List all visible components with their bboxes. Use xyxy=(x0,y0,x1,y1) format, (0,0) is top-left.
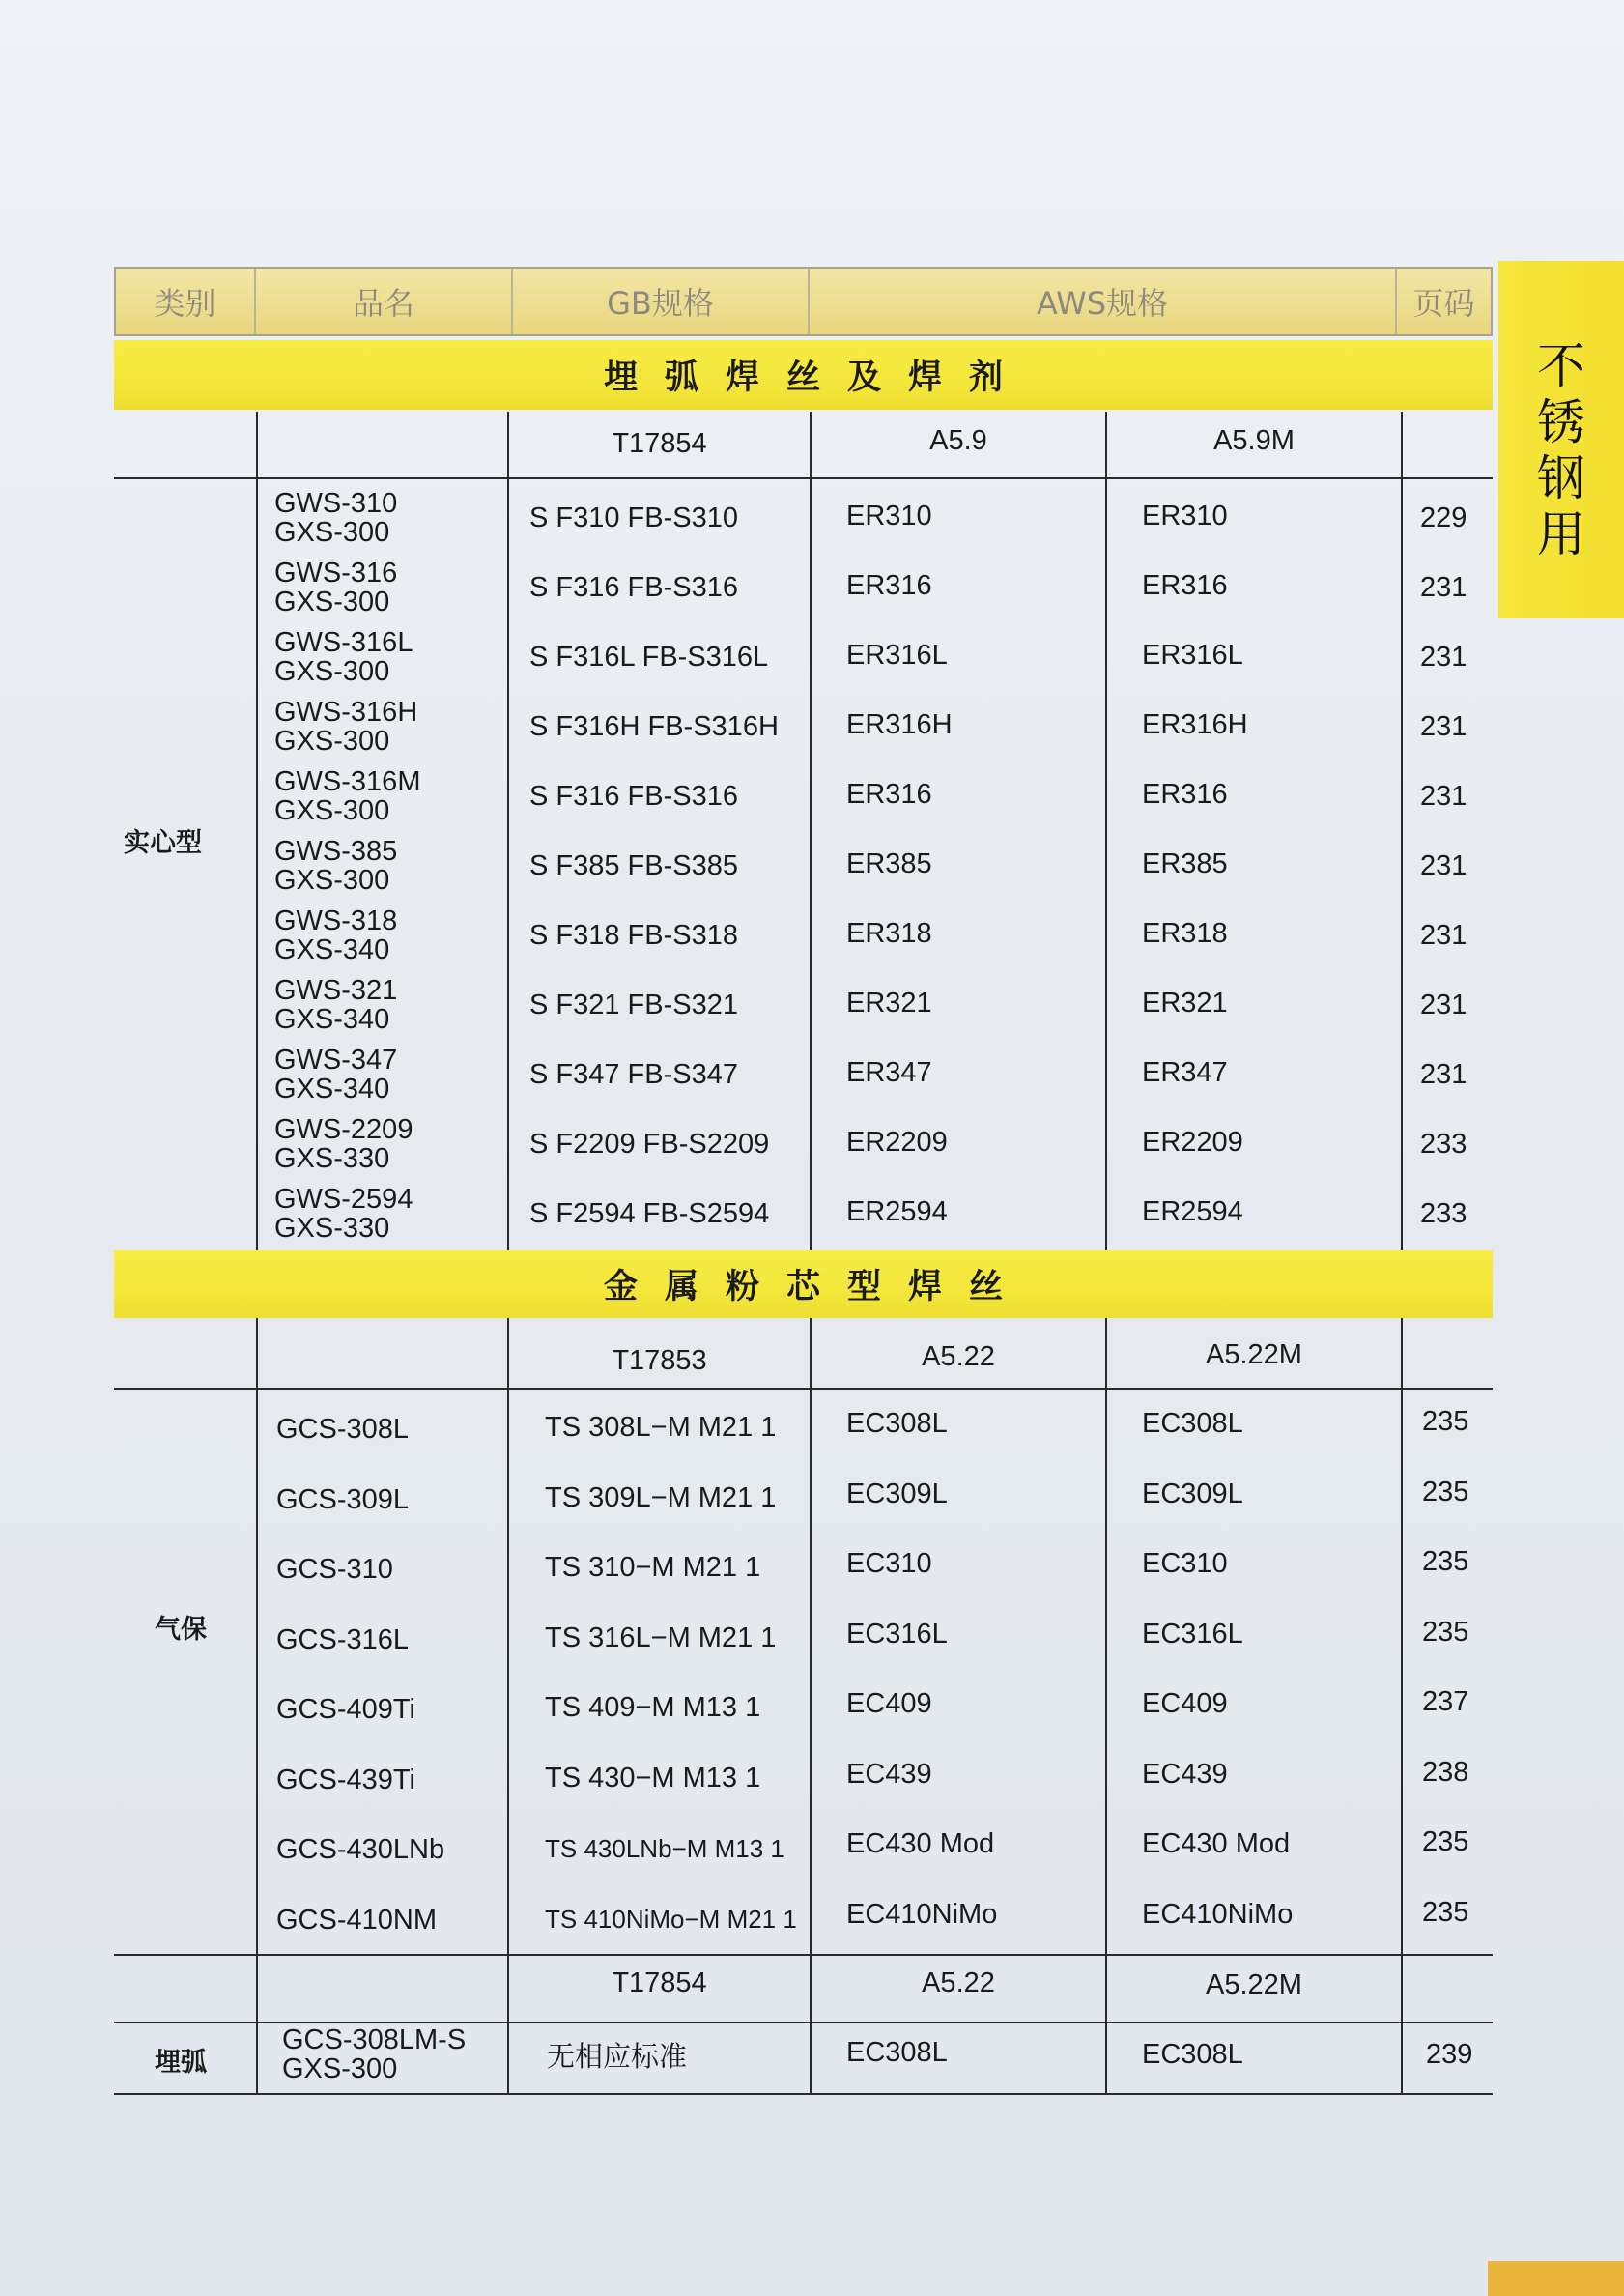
header-gb: GB规格 xyxy=(513,269,810,334)
gb-spec: S F318 FB-S318 xyxy=(529,920,738,951)
aws-spec: EC439 xyxy=(846,1759,932,1790)
product-name: GWS-316 xyxy=(274,558,398,588)
aws-metric-spec: EC308L xyxy=(1142,2039,1243,2070)
page-number: 238 xyxy=(1422,1757,1469,1788)
page-number: 235 xyxy=(1422,1617,1469,1648)
aws-metric-spec: ER310 xyxy=(1142,501,1228,531)
page-number: 231 xyxy=(1420,1059,1467,1090)
std-gb: T17854 xyxy=(612,1967,707,1998)
std-gb: T17854 xyxy=(612,428,707,459)
aws-metric-spec: EC310 xyxy=(1142,1548,1228,1579)
table-row-name xyxy=(274,489,397,547)
flux-name: GXS-300 xyxy=(274,587,390,617)
side-tab xyxy=(1498,261,1624,618)
section-title: 埋弧焊丝及焊剂 xyxy=(603,359,1030,397)
aws-spec: EC310 xyxy=(846,1548,932,1579)
flux-name: GXS-300 xyxy=(274,865,390,896)
category-label: 实心型 xyxy=(124,828,202,858)
aws-spec: EC309L xyxy=(846,1478,948,1509)
aws-spec: ER321 xyxy=(846,988,932,1019)
std-gb: T17853 xyxy=(612,1345,707,1376)
product-name: GWS-318 xyxy=(274,905,398,936)
aws-spec: EC316L xyxy=(846,1619,948,1650)
page-number: 231 xyxy=(1420,781,1467,812)
aws-metric-spec: EC409 xyxy=(1142,1688,1228,1719)
gb-spec: S F316 FB-S316 xyxy=(529,781,738,812)
product-name: GWS-316M xyxy=(274,766,421,797)
divider xyxy=(114,2093,1493,2095)
table-row-name xyxy=(274,906,397,964)
flux-name: GXS-340 xyxy=(274,1004,390,1035)
table-row-name xyxy=(274,976,397,1034)
gb-spec: TS 308L−M M21 1 xyxy=(545,1412,777,1443)
product-name: GCS-308LM-S xyxy=(282,2024,467,2055)
gb-spec: S F316 FB-S316 xyxy=(529,572,738,603)
aws-metric-spec: ER385 xyxy=(1142,848,1228,879)
product-name: GWS-310 xyxy=(274,488,398,519)
page-number: 233 xyxy=(1420,1129,1467,1160)
aws-spec: ER316L xyxy=(846,640,948,671)
page-corner-mark xyxy=(1488,2261,1624,2296)
product-name: GWS-316L xyxy=(274,627,413,658)
divider xyxy=(1105,412,1107,1250)
gb-spec: S F310 FB-S310 xyxy=(529,502,738,533)
aws-metric-spec: ER316 xyxy=(1142,570,1228,601)
gb-spec: S F316L FB-S316L xyxy=(529,642,769,673)
flux-name: GXS-300 xyxy=(274,795,390,826)
gb-spec: TS 309L−M M21 1 xyxy=(545,1482,777,1513)
section-title: 金属粉芯型焊丝 xyxy=(603,1268,1030,1306)
page-number: 235 xyxy=(1422,1826,1469,1857)
gb-spec: 无相应标准 xyxy=(547,2042,688,2073)
flux-name: GXS-300 xyxy=(274,517,390,548)
aws-spec: EC308L xyxy=(846,1408,948,1439)
std-aws-metric: A5.9M xyxy=(1213,425,1295,456)
divider xyxy=(114,2022,1493,2023)
side-tab-char: 用 xyxy=(1537,506,1585,562)
side-tab-char: 钢 xyxy=(1537,450,1585,506)
aws-metric-spec: ER318 xyxy=(1142,918,1228,949)
product-name: GWS-2209 xyxy=(274,1114,413,1145)
aws-metric-spec: EC309L xyxy=(1142,1478,1243,1509)
page-number: 235 xyxy=(1422,1406,1469,1437)
aws-spec: ER310 xyxy=(846,501,932,531)
aws-metric-spec: ER2209 xyxy=(1142,1127,1243,1158)
section-bar-submerged-arc xyxy=(114,340,1493,410)
product-name: GCS-410NM xyxy=(276,1905,437,1936)
side-tab-char: 锈 xyxy=(1537,394,1585,450)
header-product: 品名 xyxy=(256,269,513,334)
page-number: 231 xyxy=(1420,850,1467,881)
table-row-name xyxy=(274,628,413,686)
product-name: GWS-321 xyxy=(274,975,398,1006)
divider xyxy=(114,1954,1493,1956)
product-name: GCS-439Ti xyxy=(276,1765,415,1795)
page-number: 233 xyxy=(1420,1198,1467,1229)
aws-spec: ER385 xyxy=(846,848,932,879)
gb-spec: S F2594 FB-S2594 xyxy=(529,1198,770,1229)
table-row-name xyxy=(274,1115,413,1173)
aws-spec: EC430 Mod xyxy=(846,1828,995,1859)
table-row-name xyxy=(274,559,397,617)
header-aws: AWS规格 xyxy=(810,269,1397,334)
divider xyxy=(1401,1318,1403,2093)
table-row-name xyxy=(274,698,417,756)
page-number: 231 xyxy=(1420,572,1467,603)
product-name: GCS-430LNb xyxy=(276,1834,445,1865)
aws-metric-spec: ER316 xyxy=(1142,779,1228,810)
divider xyxy=(114,1388,1493,1390)
aws-spec: ER318 xyxy=(846,918,932,949)
aws-spec: ER2594 xyxy=(846,1196,948,1227)
page-number: 231 xyxy=(1420,920,1467,951)
flux-name: GXS-300 xyxy=(274,726,390,757)
page-number: 231 xyxy=(1420,711,1467,742)
aws-metric-spec: EC316L xyxy=(1142,1619,1243,1650)
flux-name: GXS-300 xyxy=(282,2053,398,2084)
page-number: 231 xyxy=(1420,642,1467,673)
aws-spec: ER316 xyxy=(846,570,932,601)
page-number: 235 xyxy=(1422,1546,1469,1577)
category-label: 埋弧 xyxy=(155,2048,207,2078)
flux-name: GXS-300 xyxy=(274,656,390,687)
gb-spec: TS 430LNb−M M13 1 xyxy=(545,1834,784,1863)
std-aws: A5.22 xyxy=(922,1341,995,1372)
table-row-name xyxy=(274,767,420,825)
header-category: 类别 xyxy=(116,269,256,334)
page-number: 231 xyxy=(1420,990,1467,1020)
product-name: GCS-308L xyxy=(276,1414,410,1445)
header-page: 页码 xyxy=(1412,285,1475,322)
category-label: 气保 xyxy=(155,1615,207,1645)
page-number: 235 xyxy=(1422,1897,1469,1928)
aws-metric-spec: ER347 xyxy=(1142,1057,1228,1088)
gb-spec: TS 430−M M13 1 xyxy=(545,1763,761,1794)
aws-spec: EC308L xyxy=(846,2037,948,2068)
product-name: GCS-409Ti xyxy=(276,1694,415,1725)
divider xyxy=(114,477,1493,479)
gb-spec: TS 310−M M21 1 xyxy=(545,1552,761,1583)
gb-spec: S F347 FB-S347 xyxy=(529,1059,738,1090)
side-tab-char: 不 xyxy=(1537,338,1585,394)
page-number: 237 xyxy=(1422,1686,1469,1717)
flux-name: GXS-340 xyxy=(274,1074,390,1105)
gb-spec: S F2209 FB-S2209 xyxy=(529,1129,770,1160)
aws-metric-spec: ER316L xyxy=(1142,640,1243,671)
divider xyxy=(810,412,812,1250)
gb-spec: TS 316L−M M21 1 xyxy=(545,1622,777,1653)
gb-spec: S F321 FB-S321 xyxy=(529,990,738,1020)
aws-metric-spec: EC308L xyxy=(1142,1408,1243,1439)
aws-spec: EC410NiMo xyxy=(846,1899,998,1930)
aws-spec: EC409 xyxy=(846,1688,932,1719)
gb-spec: TS 410NiMo−M M21 1 xyxy=(545,1905,797,1934)
std-aws: A5.22 xyxy=(922,1967,995,1998)
table-row-name xyxy=(282,2025,466,2083)
flux-name: GXS-330 xyxy=(274,1213,390,1244)
aws-metric-spec: ER321 xyxy=(1142,988,1228,1019)
aws-spec: ER316 xyxy=(846,779,932,810)
page-number: 229 xyxy=(1420,502,1467,533)
aws-metric-spec: EC439 xyxy=(1142,1759,1228,1790)
section-bar-metal-cored xyxy=(114,1250,1493,1318)
aws-metric-spec: EC410NiMo xyxy=(1142,1899,1294,1930)
table-row-name xyxy=(274,1046,397,1104)
gb-spec: S F316H FB-S316H xyxy=(529,711,779,742)
product-name: GWS-347 xyxy=(274,1045,398,1076)
product-name: GWS-385 xyxy=(274,836,398,867)
page-number: 235 xyxy=(1422,1477,1469,1507)
gb-spec: TS 409−M M13 1 xyxy=(545,1692,761,1723)
product-name: GWS-2594 xyxy=(274,1184,413,1215)
product-name: GCS-310 xyxy=(276,1554,393,1585)
divider xyxy=(507,412,509,1250)
table-header xyxy=(114,267,1493,336)
aws-spec: ER2209 xyxy=(846,1127,948,1158)
aws-metric-spec: ER2594 xyxy=(1142,1196,1243,1227)
product-name: GCS-309L xyxy=(276,1484,410,1515)
aws-spec: ER347 xyxy=(846,1057,932,1088)
divider xyxy=(256,1318,258,2093)
flux-name: GXS-330 xyxy=(274,1143,390,1174)
aws-metric-spec: EC430 Mod xyxy=(1142,1828,1291,1859)
divider xyxy=(1401,412,1403,1250)
table-row-name xyxy=(274,837,397,895)
std-aws: A5.9 xyxy=(929,425,987,456)
aws-spec: ER316H xyxy=(846,709,953,740)
divider xyxy=(256,412,258,1250)
product-name: GCS-316L xyxy=(276,1624,410,1655)
gb-spec: S F385 FB-S385 xyxy=(529,850,738,881)
std-aws-metric: A5.22M xyxy=(1206,1969,1302,2000)
product-name: GWS-316H xyxy=(274,697,418,728)
page-number: 239 xyxy=(1426,2039,1473,2070)
flux-name: GXS-340 xyxy=(274,934,390,965)
table-row-name xyxy=(274,1185,413,1243)
aws-metric-spec: ER316H xyxy=(1142,709,1248,740)
std-aws-metric: A5.22M xyxy=(1206,1339,1302,1370)
